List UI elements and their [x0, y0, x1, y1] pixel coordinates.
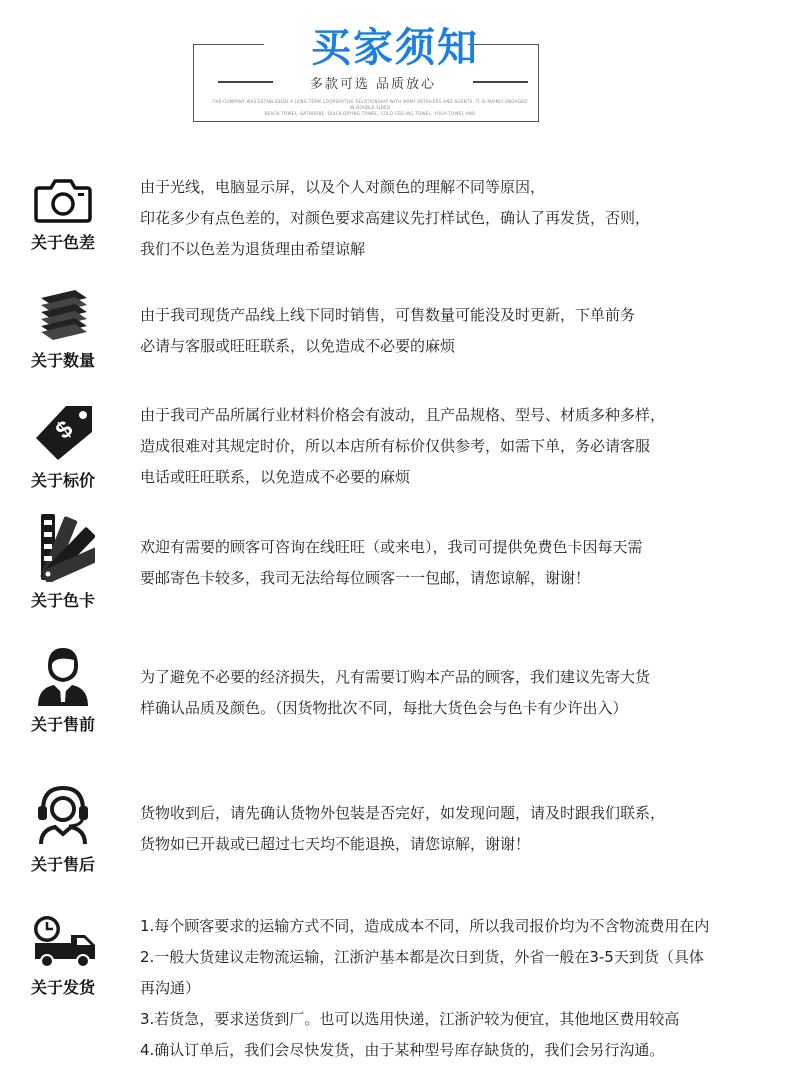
svg-text:$: $	[50, 415, 79, 445]
color-card-icon	[31, 512, 95, 582]
fineprint-line-1: THE COMPANY WAS ESTABLISHED A LONG TERM COOPERATIVE RELATIONSHIP WITH MANY RETAILERS AND AGENTS. IT IS MAINLY ENGAGED IN DOUBLE-SIDED	[212, 99, 528, 110]
section-label: 关于售后	[30, 855, 95, 874]
section-label: 关于标价	[30, 471, 95, 490]
section-text-line: 4.确认订单后，我们会尽快发货，由于某种型号库存缺货的，我们会另行沟通。	[140, 1041, 665, 1059]
person-icon	[34, 644, 92, 706]
section-text-line: 电话或旺旺联系，以免造成不必要的麻烦	[140, 468, 411, 486]
page-title: 买家须知	[311, 25, 479, 71]
camera-icon	[33, 176, 93, 224]
section-text-line: 由于我司现货产品线上线下同时销售，可售数量可能没及时更新，下单前务	[140, 306, 636, 324]
section-text-line: 要邮寄色卡较多，我司无法给每位顾客一一包邮，请您谅解，谢谢！	[140, 569, 591, 587]
fineprint	[210, 99, 530, 117]
section-label: 关于售前	[30, 715, 95, 734]
section-label: 关于数量	[30, 351, 95, 370]
section-text-line: 3.若货急，要求送货到厂。也可以选用快递，江浙沪较为便宜，其他地区费用较高	[140, 1010, 680, 1028]
section-text-line: 货物收到后，请先确认货物外包装是否完好，如发现问题，请及时跟我们联系，	[140, 804, 666, 822]
section-text-line: 1.每个顾客要求的运输方式不同，造成成本不同，所以我司报价均为不含物流费用在内	[140, 917, 710, 935]
section-label: 关于发货	[30, 978, 95, 997]
fineprint-line-2: BEACH TOWEL, BATHROBE, QUICK-DRYING TOWEL, COLD-FEELING TOWEL, YOGA TOWEL AND	[264, 111, 476, 116]
subtitle-divider-left	[218, 81, 273, 83]
section-text-line: 再沟通）	[140, 979, 201, 997]
section-text-line: 由于我司产品所属行业材料价格会有波动，且产品规格、型号、材质多种多样，	[140, 406, 666, 424]
delivery-truck-icon	[29, 913, 97, 969]
section-text-line: 印花多少有点色差的，对颜色要求高建议先打样试色，确认了再发货，否则，	[140, 209, 651, 227]
price-tag-icon	[32, 404, 94, 462]
section-text-line: 2.一般大货建议走物流运输，江浙沪基本都是次日到货，外省一般在3-5天到货（具体	[140, 948, 704, 966]
section-label: 关于色卡	[30, 591, 95, 610]
section-text-line: 样确认品质及颜色。（因货物批次不同，每批大货色会与色卡有少许出入）	[140, 699, 628, 717]
headset-icon	[33, 782, 93, 846]
section-text-line: 货物如已开裁或已超过七天均不能退换，请您谅解，谢谢！	[140, 835, 531, 853]
section-text-line: 造成很难对其规定时价，所以本店所有标价仅供参考，如需下单，务必请客服	[140, 437, 651, 455]
section-text-line: 必请与客服或旺旺联系，以免造成不必要的麻烦	[140, 337, 456, 355]
section-label: 关于色差	[30, 233, 95, 252]
subtitle-divider-right	[473, 81, 528, 83]
subtitle: 多款可选 品质放心	[309, 76, 437, 92]
section-text-line: 欢迎有需要的顾客可咨询在线旺旺（或来电），我司可提供免费色卡因每天需	[140, 538, 643, 556]
stack-icon	[35, 288, 91, 342]
section-text-line: 为了避免不必要的经济损失，凡有需要订购本产品的顾客，我们建议先寄大货	[140, 668, 651, 686]
section-text-line: 由于光线，电脑显示屏，以及个人对颜色的理解不同等原因，	[140, 178, 546, 196]
section-text-line: 我们不以色差为退货理由希望谅解	[140, 240, 366, 258]
subtitle-row	[218, 72, 528, 92]
